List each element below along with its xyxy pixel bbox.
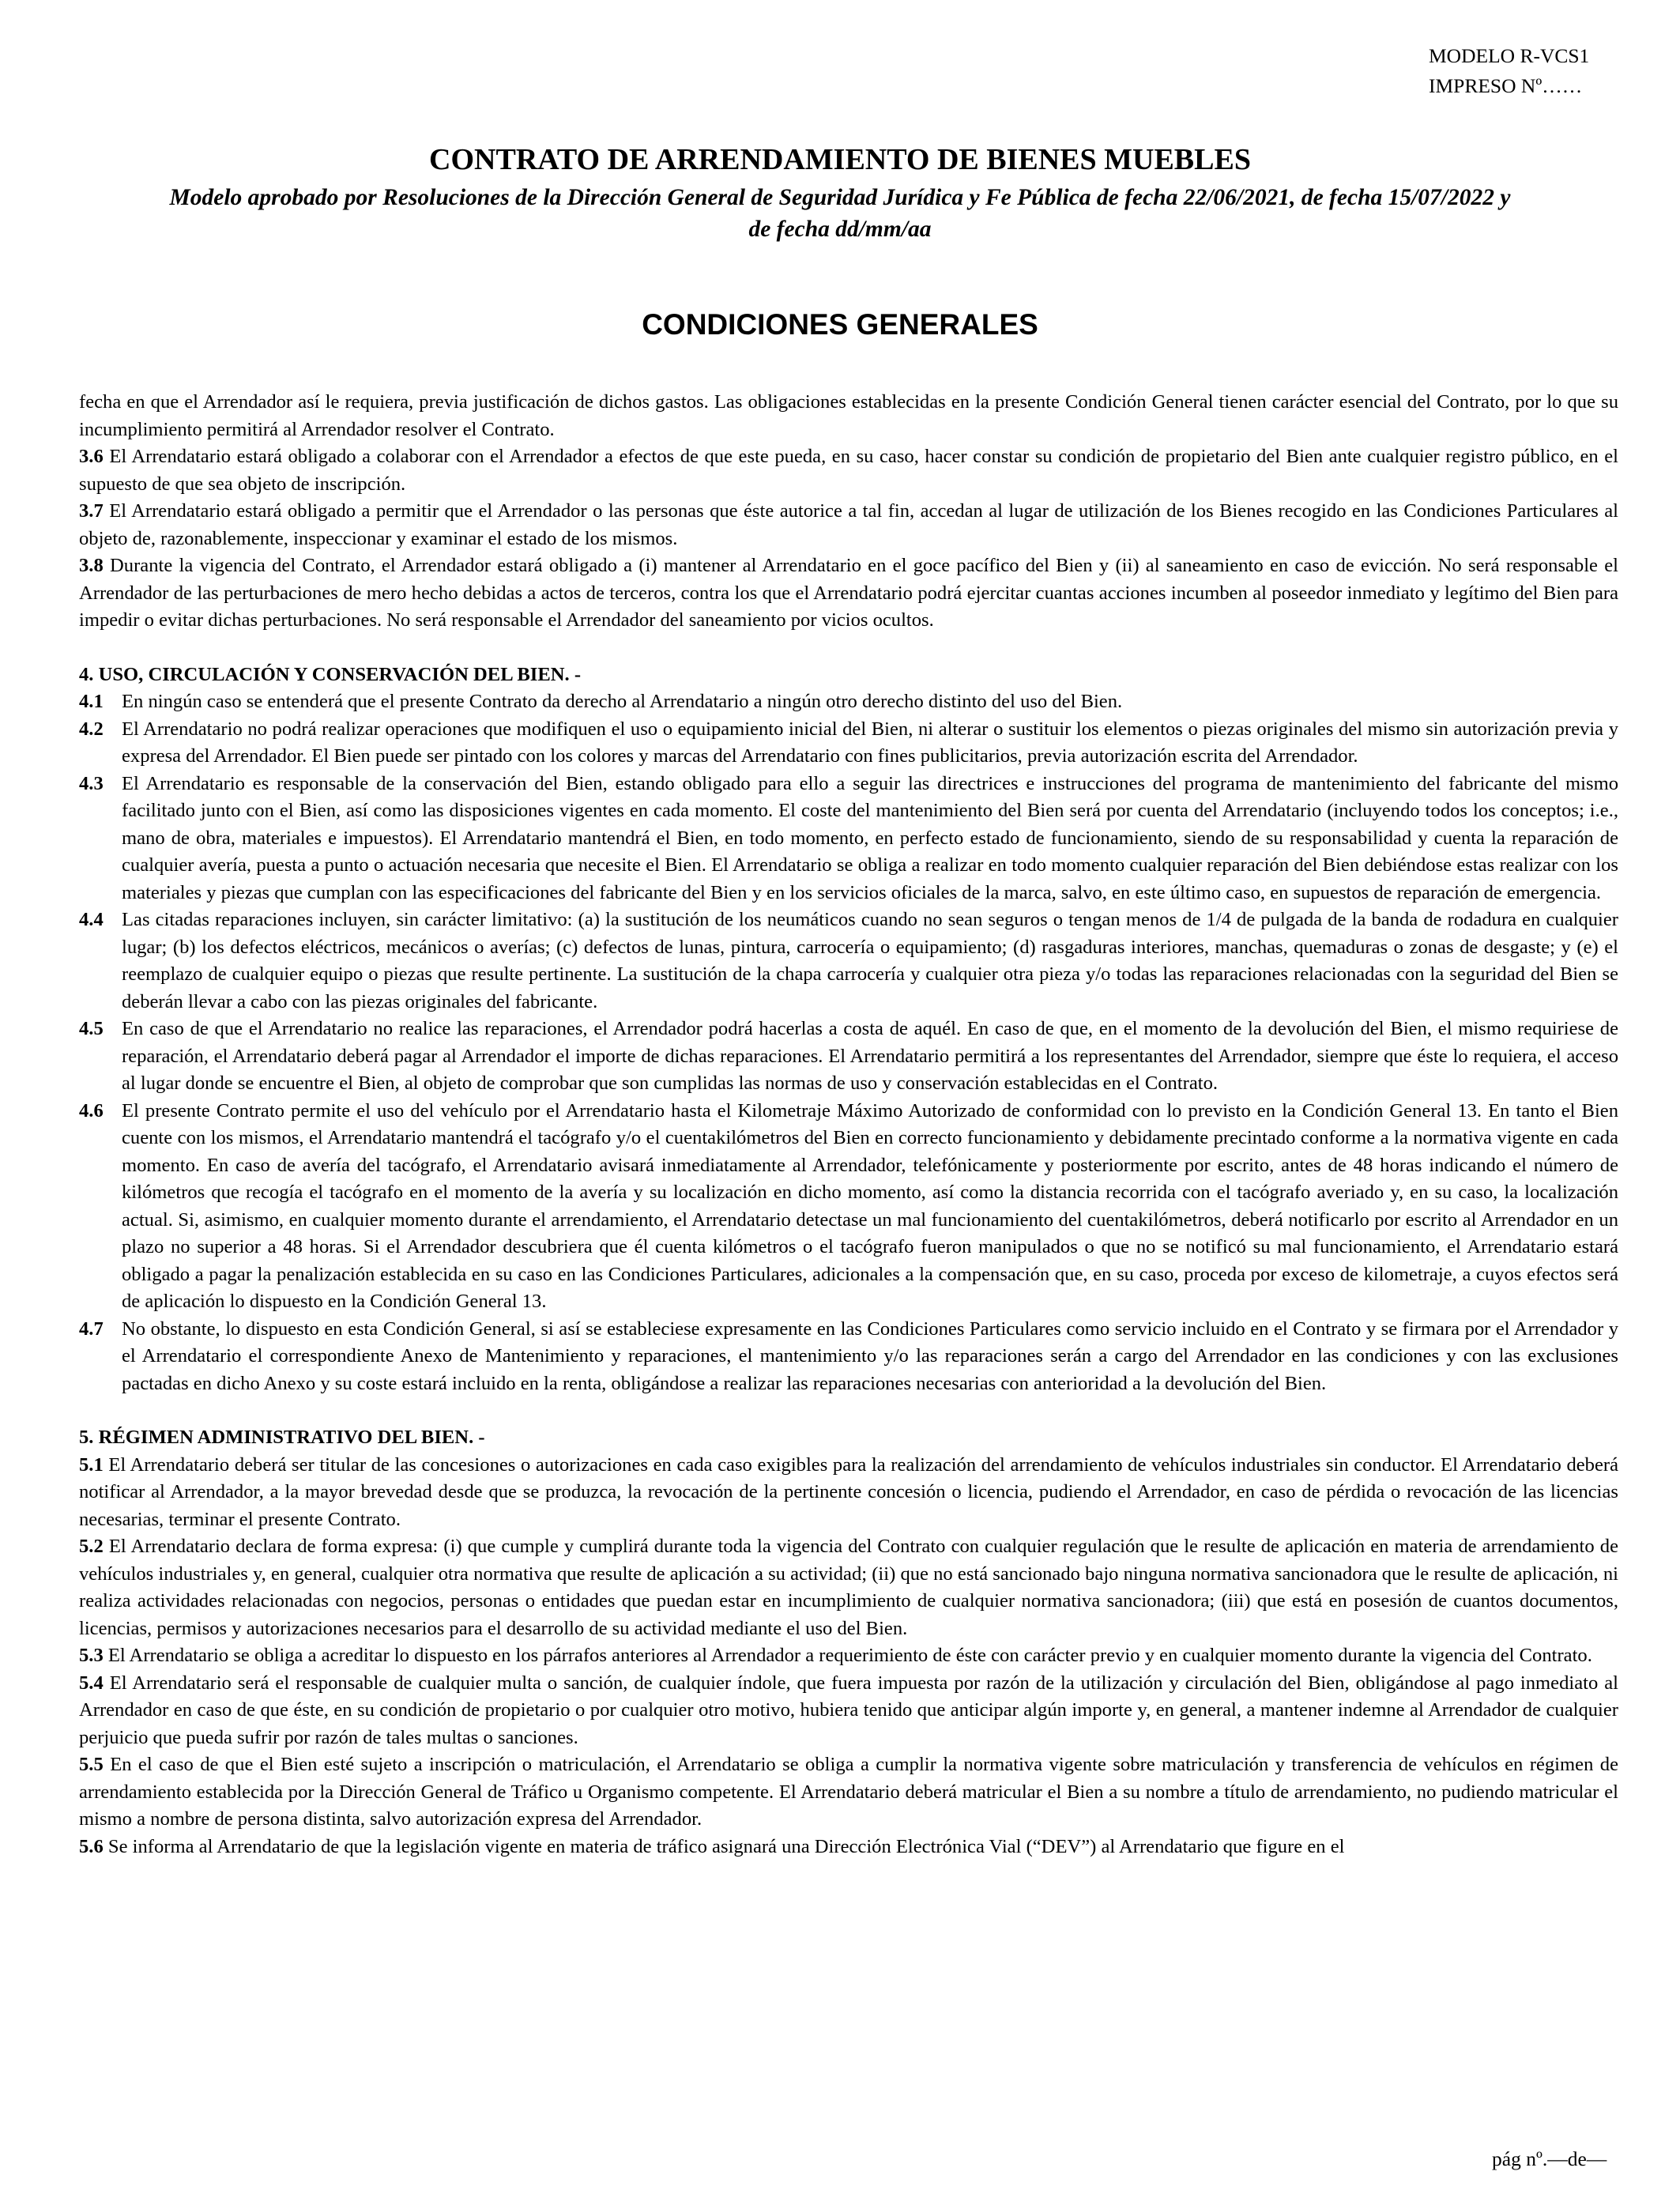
- clause-text: El Arrendatario declara de forma expresa: (i) que cumple y cumplirá durante toda la vigencia del Contrato con cualquier regulación que le resulte de aplicación en materia de arrendamiento de vehículos industriales y, en general, cualquier otra normativa que resulte de aplicación a su actividad; (ii) que no está sancionado bajo ninguna normativa sancionadora que le resulte de aplicación, ni realiza actividades relacionadas con negocios, personas o entidades que puedan estar en incumplimiento de cualquier normativa sancionadora; (iii) que está en posesión de cuantos documentos, licencias, permisos y autorizaciones necesarios para el desarrollo de su actividad mediante el uso del Bien.: [79, 1536, 1618, 1639]
- print-number: IMPRESO Nº……: [1429, 74, 1583, 97]
- clause-number: 4.7: [79, 1318, 104, 1340]
- clause-5-1: [79, 1452, 1618, 1534]
- intro-paragraph: fecha en que el Arrendador así le requiera, previa justificación de dichos gastos. Las obligaciones establecidas en la presente Condición General tienen carácter esencial del Contrato, por lo que su incumplimiento permitirá al Arrendador resolver el Contrato.: [79, 391, 1618, 440]
- clause-number: 3.6: [79, 446, 104, 467]
- clause-number: 4.4: [79, 909, 104, 930]
- clause-text: El Arrendatario será el responsable de cualquier multa o sanción, de cualquier índole, que fuera impuesta por razón de la utilización y circulación del Bien, obligándose al pago inmediato al Arrendador en caso de que éste, en su condición de propietario o por cualquier otro motivo, hubiera tenido que anticipar algún importe y, en general, a mantener indemne al Arrendador de cualquier perjuicio que pueda sufrir por razón de tales multas o sanciones.: [79, 1672, 1618, 1748]
- clause-text: Se informa al Arrendatario de que la legislación vigente en materia de tráfico asignará una Dirección Electrónica Vial (“DEV”) al Arrendatario que figure en el: [107, 1835, 1345, 1857]
- clause-3-7: [79, 498, 1618, 552]
- clause-5-6: [79, 1834, 1618, 1861]
- page-number: pág nº.—de—: [1492, 2147, 1607, 2170]
- clause-4-4: [79, 907, 1618, 1016]
- clause-5-4: [79, 1670, 1618, 1752]
- clause-number: 4.5: [79, 1018, 104, 1039]
- section-4-heading: 4. USO, CIRCULACIÓN Y CONSERVACIÓN DEL BIEN. -: [79, 663, 582, 685]
- document-subtitle: Modelo aprobado por Resoluciones de la Dirección General de Seguridad Jurídica y Fe Pública de fecha 22/06/2021, de fecha 15/07/2022 y de fecha dd/mm/aa: [169, 185, 1511, 242]
- clause-3-6: [79, 443, 1618, 498]
- clause-text: Durante la vigencia del Contrato, el Arrendador estará obligado a (i) mantener al Arrendatario en el goce pacífico del Bien y (ii) al saneamiento en caso de evicción. No será responsable el Arrendador de las perturbaciones de mero hecho debidas a actos de terceros, contra los que el Arrendatario podrá ejercitar cuantas acciones incumben al poseedor inmediato y legítimo del Bien para impedir o evitar dichas perturbaciones. No será responsable el Arrendador del saneamiento por vicios ocultos.: [79, 555, 1618, 631]
- clause-text: El Arrendatario estará obligado a colaborar con el Arrendador a efectos de que este pueda, en su caso, hacer constar su condición de propietario del Bien ante cualquier registro público, en el supuesto de que sea objeto de inscripción.: [79, 446, 1618, 495]
- clause-text: El Arrendatario no podrá realizar operaciones que modifiquen el uso o equipamiento inicial del Bien, ni alterar o sustituir los elementos o piezas originales del mismo sin autorización previa y expresa del Arrendador. El Bien puede ser pintado con los colores y marcas del Arrendatario con fines publicitarios, previa autorización escrita del Arrendador.: [122, 718, 1618, 767]
- document-body: [79, 389, 1618, 1860]
- clause-5-2: [79, 1533, 1618, 1642]
- clause-4-5: [79, 1016, 1618, 1098]
- clause-number: 5.3: [79, 1645, 104, 1666]
- clause-text: El Arrendatario es responsable de la conservación del Bien, estando obligado para ello a seguir las directrices e instrucciones del programa de mantenimiento del fabricante del mismo facilitado junto con el Bien, así como las disposiciones vigentes en cada momento. El coste del mantenimiento del Bien será por cuenta del Arrendatario (incluyendo todos los conceptos; i.e., mano de obra, materiales e impuestos). El Arrendatario mantendrá el Bien, en todo momento, en perfecto estado de funcionamiento, siendo de su responsabilidad y cuenta la reparación de cualquier avería, puesta a punto o actuación necesaria que necesite el Bien. El Arrendatario se obliga a realizar en todo momento cualquier reparación del Bien debiéndose estas realizar con los materiales y piezas que cumplan con las especificaciones del fabricante del Bien y en los servicios oficiales de la marca, salvo, en este último caso, en supuestos de reparación de emergencia.: [122, 772, 1618, 903]
- clause-text: En el caso de que el Bien esté sujeto a inscripción o matriculación, el Arrendatario se obliga a cumplir la normativa vigente sobre matriculación y transferencia de vehículos en régimen de arrendamiento establecida por la Dirección General de Tráfico u Organismo competente. El Arrendatario deberá matricular el Bien a su nombre a título de arrendamiento, no pudiendo matricular el mismo a nombre de persona distinta, salvo autorización expresa del Arrendador.: [79, 1754, 1619, 1830]
- model-code: MODELO R-VCS1: [1429, 44, 1590, 67]
- clause-5-3: [79, 1642, 1618, 1670]
- clause-4-3: [79, 771, 1618, 907]
- clause-number: 4.1: [79, 691, 104, 712]
- clause-number: 3.7: [79, 500, 104, 522]
- clause-number: 5.6: [79, 1835, 104, 1857]
- section-5-heading: 5. RÉGIMEN ADMINISTRATIVO DEL BIEN. -: [79, 1427, 485, 1448]
- clause-4-1: [79, 688, 1618, 716]
- clause-text: El Arrendatario deberá ser titular de las concesiones o autorizaciones en cada caso exigibles para la realización del arrendamiento de vehículos industriales sin conductor. El Arrendatario deberá notificar al Arrendador, a la mayor brevedad desde que se produzca, la revocación de la pertinente concesión o licencia, pudiendo el Arrendador, en caso de pérdida o revocación de las licencias necesarias, terminar el presente Contrato.: [79, 1453, 1619, 1530]
- clause-number: 5.4: [79, 1672, 104, 1694]
- clause-text: En ningún caso se entenderá que el presente Contrato da derecho al Arrendatario a ningún otro derecho distinto del uso del Bien.: [122, 691, 1123, 712]
- clause-4-6: [79, 1098, 1618, 1316]
- clause-number: 4.3: [79, 772, 104, 794]
- clause-text: No obstante, lo dispuesto en esta Condición General, si así se estableciese expresamente en las Condiciones Particulares como servicio incluido en el Contrato y se firmara por el Arrendador y el Arrendatario el correspondiente Anexo de Mantenimiento y reparaciones, el mantenimiento y/o las reparaciones serán a cargo del Arrendador en las condiciones y con las exclusiones pactadas en dicho Anexo y su coste estará incluido en la renta, obligándose a realizar las reparaciones necesarias con anterioridad a la devolución del Bien.: [122, 1318, 1618, 1394]
- clause-text: Las citadas reparaciones incluyen, sin carácter limitativo: (a) la sustitución de los neumáticos cuando no sean seguros o tengan menos de 1/4 de pulgada de la banda de rodadura en cualquier lugar; (b) los defectos eléctricos, mecánicos o averías; (c) defectos de lunas, pintura, carrocería o equipamiento; (d) rasgaduras interiores, manchas, quemaduras o zonas de desgaste; y (e) el reemplazo de cualquier equipo o piezas que resulte pertinente. La sustitución de la chapa carrocería y cualquier otra pieza y/o todas las reparaciones relacionadas con la seguridad del Bien se deberán llevar a cabo con las piezas originales del fabricante.: [122, 909, 1618, 1012]
- clause-text: El Arrendatario se obliga a acreditar lo dispuesto en los párrafos anteriores al Arrendador a requerimiento de éste con carácter previo y en cualquier momento durante la vigencia del Contrato.: [107, 1645, 1592, 1666]
- clause-5-5: [79, 1751, 1618, 1834]
- clause-number: 4.2: [79, 718, 104, 740]
- clause-number: 5.5: [79, 1754, 104, 1775]
- clause-text: El presente Contrato permite el uso del vehículo por el Arrendatario hasta el Kilometraje Máximo Autorizado de conformidad con lo previsto en la Condición General 13. En tanto el Bien cuente con los mismos, el Arrendatario mantendrá el tacógrafo y/o el cuentakilómetros del Bien en correcto funcionamiento y debidamente precintado conforme a la normativa vigente en cada momento. En caso de avería del tacógrafo, el Arrendatario avisará inmediatamente al Arrendador, telefónicamente y posteriormente por escrito, antes de 48 horas indicando el número de kilómetros que recogía el tacógrafo en el momento de la avería y su localización en dicho momento, así como la distancia recorrida con el tacógrafo averiado y, en su caso, la localización actual. Si, asimismo, en cualquier momento durante el arrendamiento, el Arrendatario detectase un mal funcionamiento del cuentakilómetros, deberá notificarlo por escrito al Arrendador en un plazo no superior a 48 horas. Si el Arrendador descubriera que él cuenta kilómetros o el tacógrafo fueron manipulados o que no se notificó su mal funcionamiento, el Arrendatario estará obligado a pagar la penalización establecida en su caso en las Condiciones Particulares, adicionales a la compensación que, en su caso, proceda por exceso de kilometraje, a cuyos efectos será de aplicación lo dispuesto en la Condición General 13.: [122, 1099, 1618, 1312]
- conditions-title: CONDICIONES GENERALES: [642, 308, 1038, 341]
- clause-number: 4.6: [79, 1099, 104, 1122]
- clause-number: 3.8: [79, 555, 104, 576]
- clause-3-8: [79, 552, 1618, 635]
- document-title: CONTRATO DE ARRENDAMIENTO DE BIENES MUEBLES: [429, 143, 1251, 176]
- model-reference: [1429, 41, 1589, 101]
- clause-number: 5.2: [79, 1536, 104, 1557]
- clause-4-2: [79, 716, 1618, 771]
- clause-text: El Arrendatario estará obligado a permitir que el Arrendador o las personas que éste autorice a tal fin, accedan al lugar de utilización de los Bienes recogido en las Condiciones Particulares al objeto de, razonablemente, inspeccionar y examinar el estado de los mismos.: [79, 500, 1619, 549]
- clause-text: En caso de que el Arrendatario no realice las reparaciones, el Arrendador podrá hacerlas a costa de aquél. En caso de que, en el momento de la devolución del Bien, el mismo requiriese de reparación, el Arrendatario deberá pagar al Arrendador el importe de dichas reparaciones. El Arrendatario permitirá a los representantes del Arrendador, siempre que éste lo requiera, el acceso al lugar donde se encuentre el Bien, al objeto de comprobar que son cumplidas las normas de uso y conservación establecidas en el Contrato.: [122, 1018, 1618, 1094]
- clause-4-7: [79, 1316, 1618, 1398]
- clause-number: 5.1: [79, 1453, 104, 1476]
